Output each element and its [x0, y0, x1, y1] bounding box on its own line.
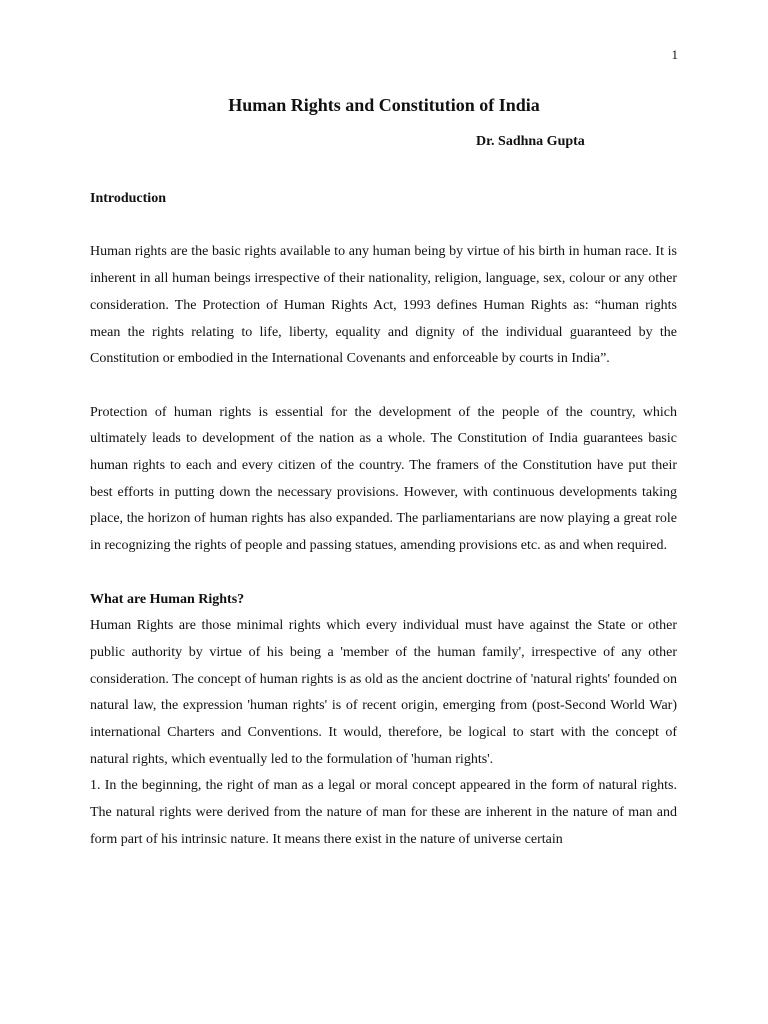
section-heading-introduction: Introduction	[90, 191, 166, 206]
what-are-paragraph-2: 1. In the beginning, the right of man as a legal or moral concept appeared in the form of natural rights. The natural rights were derived from the nature of man for these are inherent in the nature of man and form part of his intrinsic nature. It means there exist in the nature of universe certain	[90, 778, 677, 847]
spacer	[90, 213, 677, 240]
spacer	[90, 373, 677, 400]
what-are-paragraph-1: Human Rights are those minimal rights which every individual must have against the State or other public authority by virtue of his being a 'member of the human family', irrespective of any other consideration. The concept of human rights is as old as the ancient doctrine of 'natural rights' founded on natural law, the expression 'human rights' is of recent origin, emerging from (post-Second World War) international Charters and Conventions. It would, therefore, be logical to start with the concept of natural rights, which eventually led to the formulation of 'human rights'.	[90, 618, 677, 767]
section-heading-what-are-human-rights: What are Human Rights?	[90, 591, 245, 607]
document-title: Human Rights and Constitution of India	[228, 95, 540, 115]
intro-paragraph-1: Human rights are the basic rights available to any human being by virtue of his birth in human race. It is inherent in all human beings irrespective of their nationality, religion, language, sex, colour or any other consideration. The Protection of Human Rights Act, 1993 defines Human Rights as: “human rights mean the rights relating to life, liberty, equality and dignity of the individual guaranteed by the Constitution or embodied in the International Covenants and enforceable by courts in India”.	[90, 244, 677, 367]
spacer	[90, 560, 677, 587]
author-name: Dr. Sadhna Gupta	[476, 134, 585, 149]
page-number: 1	[671, 47, 678, 62]
intro-paragraph-2: Protection of human rights is essential for the development of the people of the country, which ultimately leads to development of the nation as a whole. The Constitution of India guarantees basic human rights to each and every citizen of the country. The framers of the Constitution have put their best efforts in putting down the necessary provisions. However, with continuous developments taking place, the horizon of human rights has also expanded. The parliamentarians are now playing a great role in recognizing the rights of people and passing statues, amending provisions etc. as and when required.	[90, 404, 677, 554]
document-body	[90, 186, 677, 854]
